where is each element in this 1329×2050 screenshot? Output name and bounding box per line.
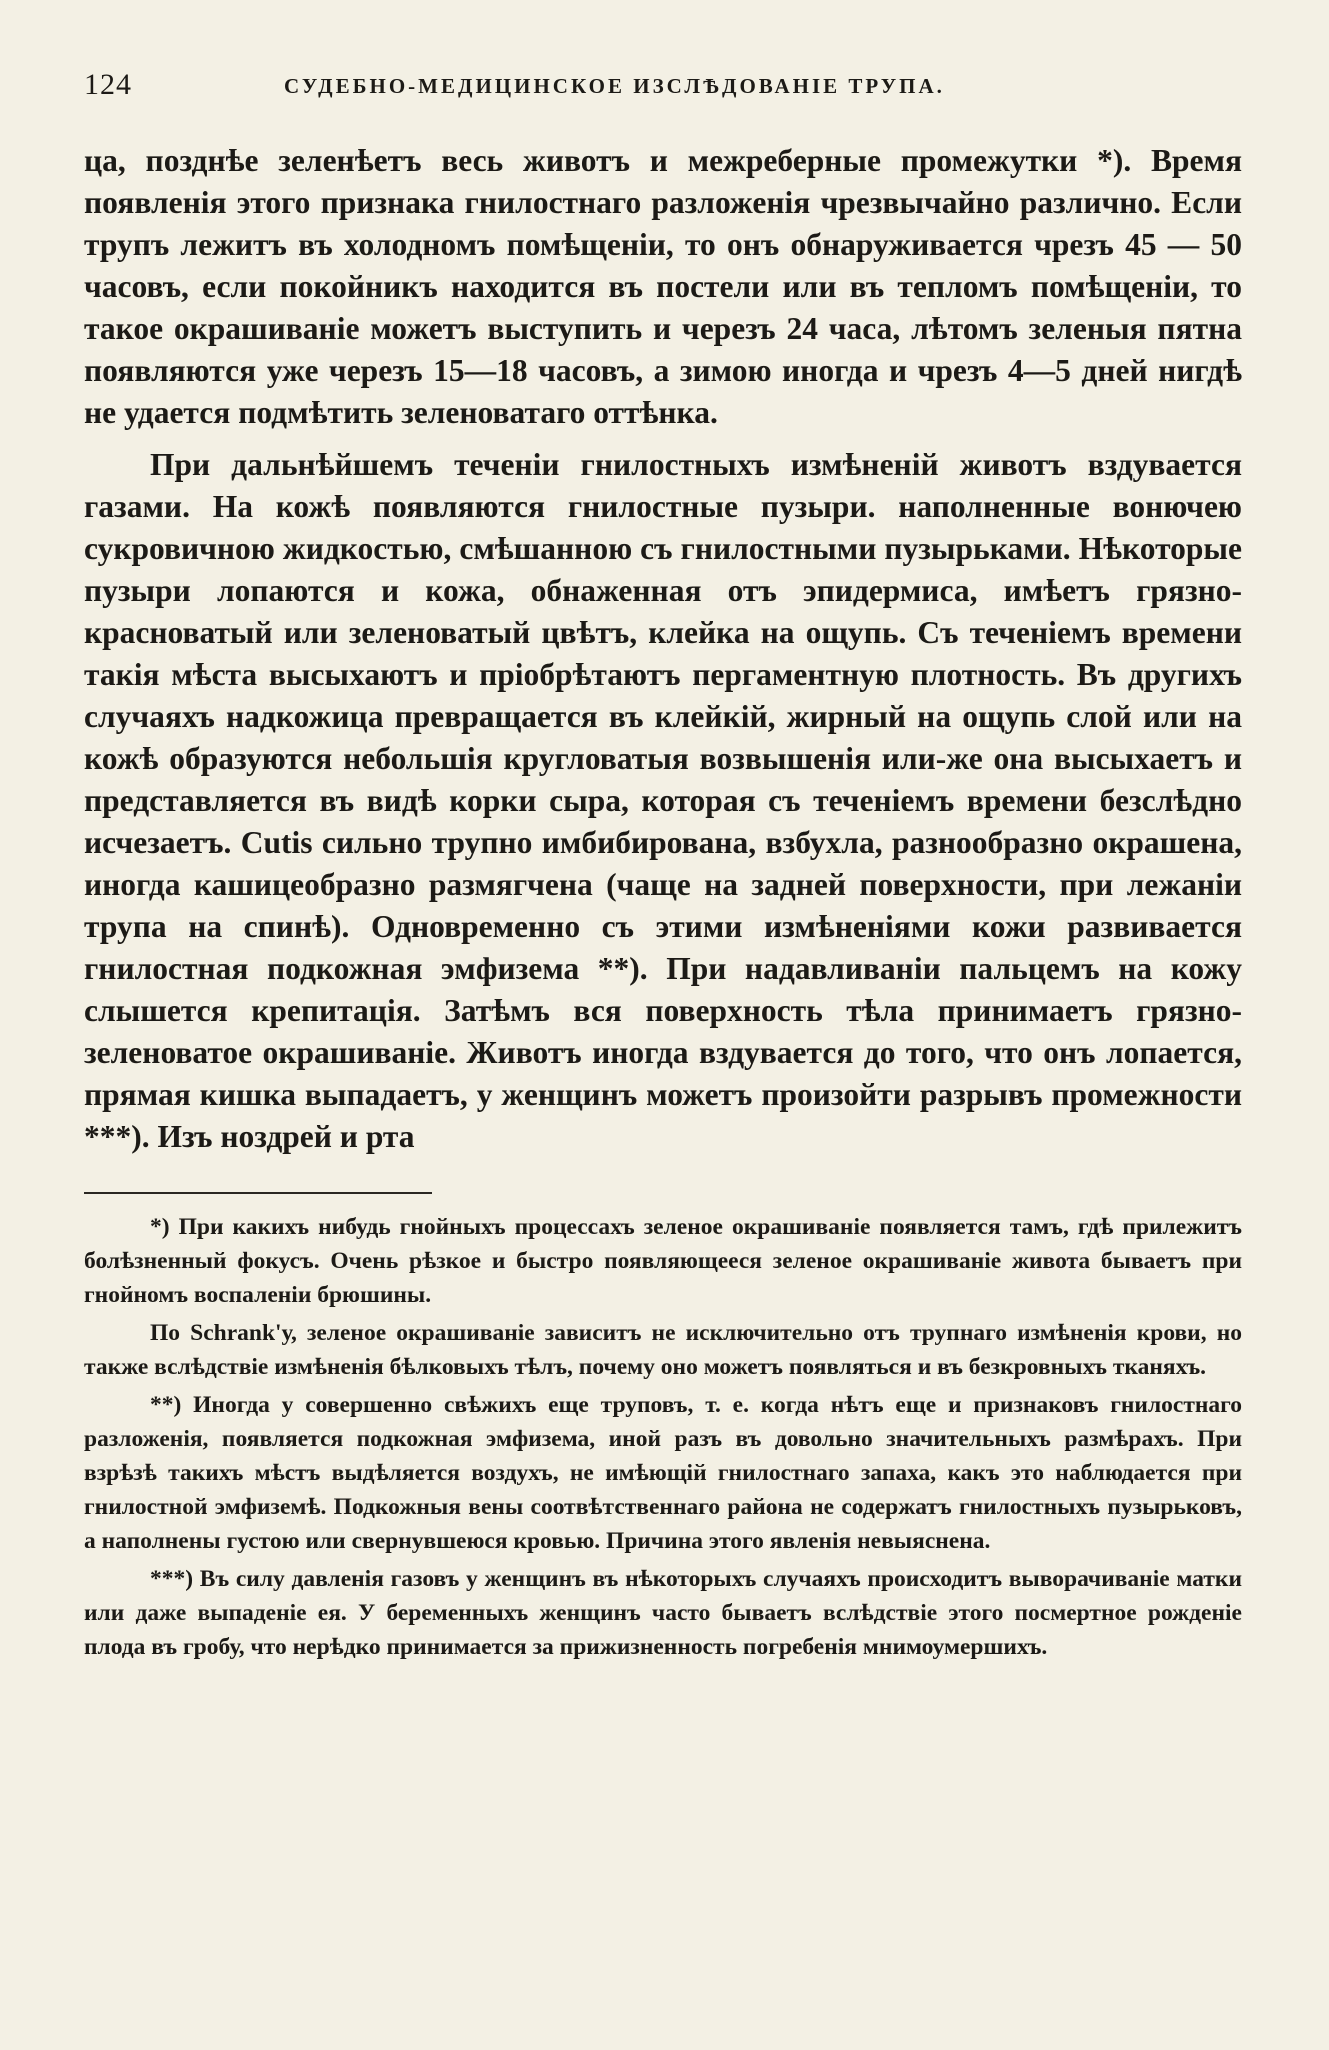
paragraph: При дальнѣйшемъ теченіи гнилостныхъ измѣненій животъ вздувается газами. На кожѣ появляются гнилостные пузыри. наполненные вонючею сукровичною жидкостью, смѣшанною съ гнилостными пузырьками. Нѣкоторые пузыри лопаются и кожа, обнаженная отъ эпидермиса, имѣетъ грязно-красноватый или зеленоватый цвѣтъ, клейка на ощупь. Съ теченіемъ времени такія мѣста высыхаютъ и пріобрѣтаютъ пергаментную плотность. Въ другихъ случаяхъ надкожица превращается въ клейкій, жирный на ощупь слой или на кожѣ образуются небольшія кругловатыя возвышенія или-же она высыхаетъ и представляется въ видѣ корки сыра, которая съ теченіемъ времени безслѣдно исчезаетъ. Cutis сильно трупно имбибирована, взбухла, разнообразно окрашена, иногда кашицеобразно размягчена (чаще на задней поверхности, при лежаніи трупа на спинѣ). Одновременно съ этими измѣненіями кожи развивается гнилостная подкожная эмфизема **). При надавливаніи пальцемъ на кожу слышется крепитація. Затѣмъ вся поверхность тѣла принимаетъ грязно-зеленоватое окрашиваніе. Животъ иногда вздувается до того, что онъ лопается, прямая кишка выпадаетъ, у женщинъ можетъ произойти разрывъ промежности ***). Изъ ноздрей и рта xyxy=(84,447,1242,1154)
footnote-divider xyxy=(84,1192,432,1194)
running-title: СУДЕБНО-МЕДИЦИНСКОЕ ИЗСЛѢДОВАНІЕ ТРУПА. xyxy=(284,74,945,98)
page-number: 124 xyxy=(84,68,132,101)
paragraph: ца, позднѣе зеленѣетъ весь животъ и межреберные промежутки *). Время появленія этого признака гнилостнаго разложенія чрезвычайно различно. Если трупъ лежитъ въ холодномъ помѣщеніи, то онъ обнаруживается чрезъ 45 — 50 часовъ, если покойникъ находится въ постели или въ тепломъ помѣщеніи, то такое окрашиваніе можетъ выступить и черезъ 24 часа, лѣтомъ зеленыя пятна появляются уже черезъ 15—18 часовъ, а зимою иногда и чрезъ 4—5 дней нигдѣ не удается подмѣтить зеленоватаго оттѣнка. xyxy=(84,143,1242,430)
footnote: По Schrank'у, зеленое окрашиваніе зависитъ не исключительно отъ трупнаго измѣненія крови, но также вслѣдствіе измѣненія бѣлковыхъ тѣлъ, почему оно можетъ появляться и въ безкровныхъ тканяхъ. xyxy=(84,1320,1242,1380)
footnote: ***) Въ силу давленія газовъ у женщинъ въ нѣкоторыхъ случаяхъ происходитъ выворачиваніе матки или даже выпаденіе ея. У беременныхъ женщинъ часто бываетъ вслѣдствіе этого посмертное рожденіе плода въ гробу, что нерѣдко принимается за прижизненность погребенія мнимоумершихъ. xyxy=(84,1566,1242,1660)
footnotes xyxy=(84,1210,1242,1664)
main-text xyxy=(84,140,1242,1158)
page-header xyxy=(84,58,1242,114)
footnote: **) Иногда у совершенно свѣжихъ еще труповъ, т. е. когда нѣтъ еще и признаковъ гнилостнаго разложенія, появляется подкожная эмфизема, иной разъ въ довольно значительныхъ размѣрахъ. При взрѣзѣ такихъ мѣстъ выдѣляется воздухъ, не имѣющій гнилостнаго запаха, какъ это наблюдается при гнилостной эмфиземѣ. Подкожныя вены соотвѣтственнаго района не содержатъ гнилостныхъ пузырьковъ, а наполнены густою или свернувшеюся кровью. Причина этого явленія невыяснена. xyxy=(84,1392,1242,1554)
footnote: *) При какихъ нибудь гнойныхъ процессахъ зеленое окрашиваніе появляется тамъ, гдѣ прилежитъ болѣзненный фокусъ. Очень рѣзкое и быстро появляющееся зеленое окрашиваніе живота бываетъ при гнойномъ воспаленіи брюшины. xyxy=(84,1214,1242,1308)
book-page xyxy=(84,58,1242,1664)
